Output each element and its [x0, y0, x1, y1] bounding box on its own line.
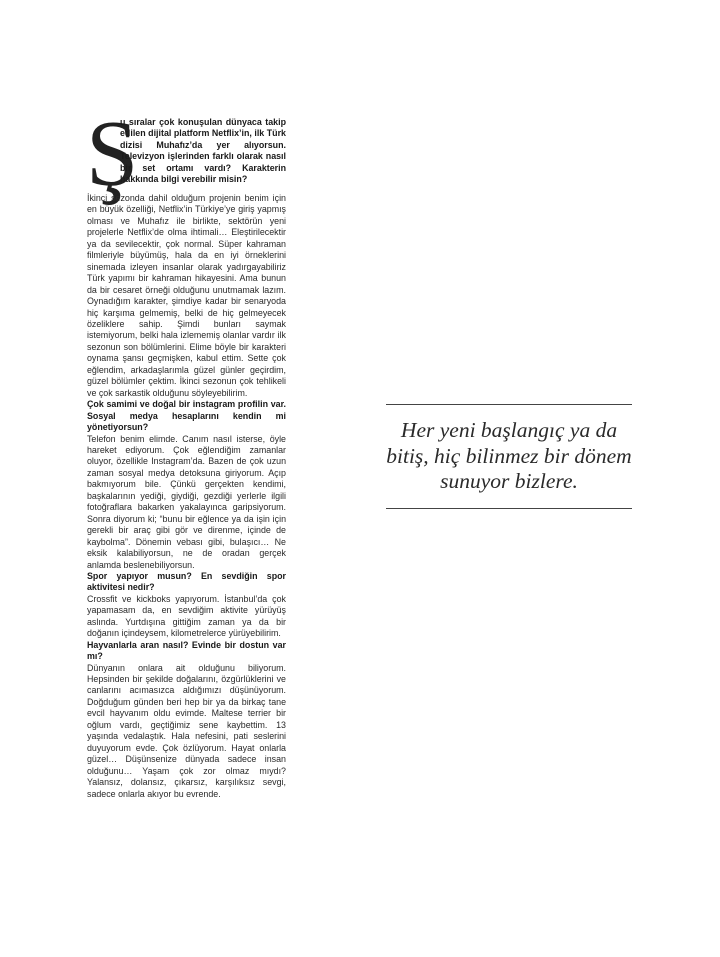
answer-paragraph: İkinci sezonda dahil olduğum projenin benim için en büyük özelliği, Netflix’in Türkiye’ye giriş yapmış olması ve Muhafız ile birlikte, sektörün yeni projelerle Netflix’de olma ihtimali… Eleştirilecektir ya da sevilecektir, çok normal. Süper kahraman filmleriyle büyümüş, hala da en iyi örneklerini sinemada izleyen insanlar olarak yadırgayabiliriz Türk yapımı bir kahraman hikayesini. Ama bunun da bir cesaret örneği olduğunu unutmamak lazım. Oynadığım karakter, şimdiye kadar bir senaryoda hiç karşıma gelmemiş, belki de hiç gelmeyecek özeliklere sahip. Şimdi bunları saymak istemiyorum, belki hala izlememiş olanlar vardır ilk sezonun son bölümlerini. Elime böyle bir karakteri oynama şansı geçmişken, kabul ettim. Sette çok eğlendim, arkadaşlarımla güzel günler geçirdim, güzel bölümler çektim. İkinci sezonun çok tehlikeli ve çok sarkastik olduğunu söyleyebilirim.: [87, 193, 286, 398]
pull-quote: [386, 404, 632, 509]
answer-paragraph: Crossfit ve kickboks yapıyorum. İstanbul’da çok yapamasam da, en sevdiğim aktivite yürüyüş aslında. Yurtdışına gittiğim zaman ya da bir doğanın içindeysem, kilometrelerce yürüyebilirim.: [87, 593, 286, 639]
intro-question: [120, 117, 286, 186]
pull-quote-text: Her yeni başlangıç ya da bitiş, hiç bilinmez bir dönem sunuyor bizlere.: [386, 418, 632, 493]
drop-cap: Ş: [86, 102, 139, 206]
question-text: Spor yapıyor musun? En sevdiğin spor aktivitesi nedir?: [87, 570, 286, 593]
pull-quote-bottom-rule: [386, 508, 632, 509]
answer-paragraph: Telefon benim elimde. Canım nasıl isterse, öyle hareket ediyorum. Çok eğlendiğim zamanlar oluyor, özellikle Instagram’da. Bazen de çok uzun zaman sosyal medya detoksuna giriyorum. Açıp bakmıyorum bile. Çünkü gerçekten kendimi, başkalarının yediği, giydiği, gezdiği yerlerle ilgili fotoğraflara bakarken yakalayınca garipsiyorum. Sonra diyorum ki; “bunu bir eğlence ya da işin için gerekli bir araç gibi gör ve direnme, içinde de kaybolma”. Dönemin vebası gibi, bulaşıcı… Ne eksik kalabiliyorsun, ne de oradan gerçek anlamda beslenebiliyorsun.: [87, 433, 286, 570]
article-body: [87, 193, 286, 800]
pull-quote-top-rule: [386, 404, 632, 405]
answer-paragraph: Dünyanın onlara ait olduğunu biliyorum. Hepsinden bir şekilde doğalarını, özgürlüklerini ve canlarını acımasızca aldığımızı düşünüyorum. Doğduğum günden beri hep bir ya da birkaç tane evcil hayvanım oldu evimde. Maltese terrier bir oğlum vardı, geçtiğimiz sene kaybettim. 13 yaşında vedalaştık. Hala nefesini, pati seslerini duyuyorum evde. Çok özlüyorum. Hayat onlarla güzel… Düşünsenize dünyada sadece insan olduğunu… Yaşam çok zor olmaz mıydı? Yalansız, dolansız, çıkarsız, karşılıksız sevgi, sadece onlarla akıyor bu evrende.: [87, 662, 286, 799]
question-text: Çok samimi ve doğal bir instagram profilin var. Sosyal medya hesaplarını kendin mi yönetiyorsun?: [87, 399, 286, 433]
question-text: u sıralar çok konuşulan dünyaca takip edilen dijital platform Netflix’in, ilk Türk dizisi Muhafız’da yer alıyorsun. Televizyon işlerinden farklı olarak nasıl bir set ortamı vardı? Karakterin hakkında bilgi verebilir misin?: [120, 117, 286, 185]
question-text: Hayvanlarla aran nasıl? Evinde bir dostun var mı?: [87, 639, 286, 662]
